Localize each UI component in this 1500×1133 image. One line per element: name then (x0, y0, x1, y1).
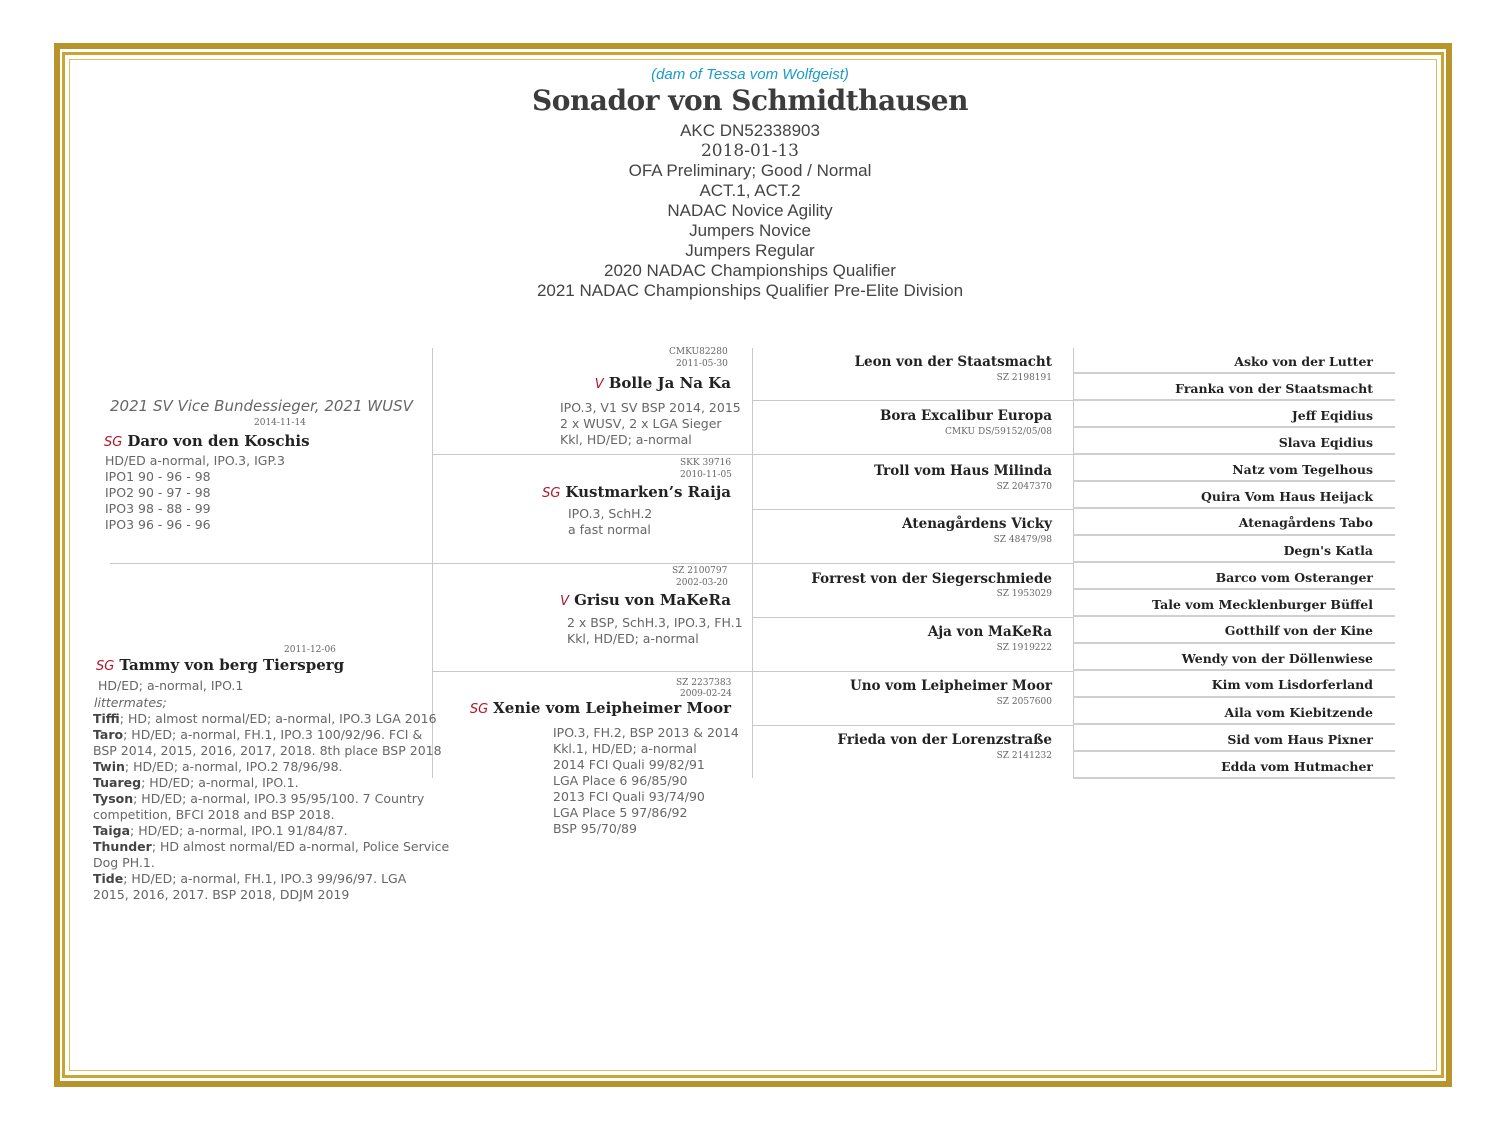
sire-note: 2021 SV Vice Bundessieger, 2021 WUSV (110, 397, 413, 415)
dog-name: Uno vom Leipheimer Moor (849, 678, 1052, 694)
grid-line (1073, 777, 1395, 779)
grid-line (1073, 507, 1395, 509)
header-subtitle: (dam of Tessa vom Wolfgeist) (651, 66, 849, 83)
grid-line (1073, 453, 1395, 455)
dog-name: Aila vom Kiebitzende (1224, 705, 1373, 720)
reg-number: SZ 2100797 (672, 566, 728, 576)
dog-name: Forrest von der Siegerschmiede (811, 571, 1052, 587)
title-line: OFA Preliminary; Good / Normal (628, 161, 872, 180)
dog-name-line (440, 483, 731, 502)
dog-name-line (440, 699, 731, 718)
title-tag: SG (96, 659, 115, 674)
sire-name: Daro von den Koschis (127, 432, 310, 450)
grid-line (752, 725, 1074, 726)
grid-line (1073, 588, 1395, 590)
grid-line (1073, 480, 1395, 482)
title-line: Jumpers Regular (685, 241, 815, 260)
grid-line (1073, 561, 1395, 563)
dog-name-line (440, 591, 731, 610)
registration: AKC DN52338903 (680, 121, 820, 140)
dog-name: Wendy von der Döllenwiese (1181, 651, 1373, 666)
reg-number: SZ 2057600 (996, 697, 1052, 707)
sire-info: HD/ED a-normal, IPO.3, IGP.3 IPO1 90 - 96 - 98 IPO2 90 - 97 - 98 IPO3 98 - 88 - 99 IPO3 96 - 96 - 96 (105, 453, 285, 532)
dog-name: Jeff Eqidius (1291, 408, 1373, 423)
dog-name: Kim vom Lisdorferland (1211, 677, 1373, 692)
dam-name: Tammy von berg Tiersperg (119, 656, 345, 674)
grid-line (1073, 372, 1395, 374)
title-line: 2020 NADAC Championships Qualifier (604, 261, 896, 280)
dog-name: Xenie vom Leipheimer Moor (493, 699, 731, 717)
reg-number: SZ 2141232 (996, 751, 1052, 761)
dog-name: Franka von der Staatsmacht (1175, 381, 1373, 396)
birth-date: 2009-02-24 (680, 689, 732, 699)
reg-number: SZ 1953029 (996, 589, 1052, 599)
dog-info: IPO.3, V1 SV BSP 2014, 2015 2 x WUSV, 2 x LGA Sieger Kkl, HD/ED; a-normal (560, 400, 741, 447)
grid-line (752, 454, 1074, 455)
birthdate: 2018-01-13 (700, 141, 799, 161)
dog-name: Sonador von Schmidthausen (532, 84, 968, 117)
dog-name: Aja von MaKeRa (927, 624, 1052, 640)
dog-name: Bora Excalibur Europa (879, 408, 1052, 424)
grid-line (1073, 723, 1395, 725)
grid-line (110, 563, 753, 564)
grid-line (1073, 750, 1395, 752)
dog-name: Tale vom Mecklenburger Büffel (1152, 597, 1373, 612)
dog-name: Troll vom Haus Milinda (874, 463, 1052, 479)
grid-line (1073, 696, 1395, 698)
birth-date: 2002-03-20 (676, 578, 728, 588)
grid-line (1073, 642, 1395, 644)
grid-line (752, 671, 1074, 672)
birth-date: 2010-11-05 (680, 470, 732, 480)
dog-name: Bolle Ja Na Ka (608, 374, 731, 392)
dog-name: Leon von der Staatsmacht (854, 354, 1052, 370)
dog-name: Natz vom Tegelhous (1232, 462, 1373, 477)
reg-number: SZ 2198191 (996, 373, 1052, 383)
grid-line (1073, 669, 1395, 671)
grid-line (752, 563, 1074, 564)
reg-number: SZ 1919222 (996, 643, 1052, 653)
dog-name: Slava Eqidius (1278, 435, 1373, 450)
reg-number: CMKU DS/59152/05/08 (945, 427, 1052, 437)
dog-name: Kustmarken’s Raija (565, 483, 731, 501)
dog-info: IPO.3, FH.2, BSP 2013 & 2014 Kkl.1, HD/ED; a-normal 2014 FCI Quali 99/82/91 LGA Place 6 96/85/90 2013 FCI Quali 93/74/90 LGA Place 5 97/86/92 BSP 95/70/89 (553, 725, 739, 836)
dog-name: Degn's Katla (1283, 543, 1373, 558)
title-line: Jumpers Novice (689, 221, 811, 240)
dam-info: HD/ED; a-normal, IPO.1 (98, 678, 244, 693)
littermates-list: Tiffi; HD; almost normal/ED; a-normal, IPO.3 LGA 2016 Taro; HD/ED; a-normal, FH.1, IPO.3 100/92/96. FCI & BSP 2014, 2015, 2016, 2017, 2018. 8th place BSP 2018 Twin; HD/ED; a-normal, IPO.2 78/96/98. Tuareg; HD/ED; a-normal, IPO.1. Tyson; HD/ED; a-normal, IPO.3 95/95/100. 7 Country competition, BFCI 2018 and BSP 2018. Taiga; HD/ED; a-normal, IPO.1 91/84/87. Thunder; HD almost normal/ED a-normal, Police Service Dog PH.1. Tide; HD/ED; a-normal, FH.1, IPO.3 99/96/97. LGA 2015, 2016, 2017. BSP 2018, DDJM 2019 (93, 711, 450, 902)
grid-line (752, 400, 1074, 401)
title-line: ACT.1, ACT.2 (699, 181, 801, 200)
title-tag: SG (542, 486, 561, 501)
dog-name: Quira Vom Haus Heijack (1200, 489, 1373, 504)
title-tag: V (594, 377, 604, 392)
title-tag: V (560, 594, 570, 609)
dog-name: Gotthilf von der Kine (1224, 623, 1373, 638)
grid-line (752, 617, 1074, 618)
reg-number: SZ 48479/98 (993, 535, 1052, 545)
dog-name: Barco vom Osteranger (1215, 570, 1373, 585)
dog-name: Asko von der Lutter (1234, 354, 1373, 369)
reg-number: CMKU82280 (669, 347, 728, 357)
grid-line (752, 509, 1074, 510)
dam-date: 2011-12-06 (284, 645, 336, 655)
dog-name: Atenagårdens Vicky (902, 516, 1052, 532)
grid-line (432, 454, 753, 455)
title-line: 2021 NADAC Championships Qualifier Pre-Elite Division (536, 281, 964, 300)
dam-name-line (96, 656, 344, 675)
grid-line (1073, 426, 1395, 428)
dog-name: Frieda von der Lorenzstraße (837, 732, 1052, 748)
sire-date: 2014-11-14 (254, 418, 306, 428)
title-tag: SG (104, 435, 123, 450)
dog-info: 2 x BSP, SchH.3, IPO.3, FH.1 Kkl, HD/ED; a-normal (567, 615, 743, 646)
dog-name: Edda vom Hutmacher (1221, 759, 1373, 774)
grid-line (1073, 615, 1395, 617)
grid-line (432, 671, 753, 672)
littermates-label: littermates; (94, 695, 167, 710)
reg-number: SZ 2047370 (996, 482, 1052, 492)
reg-number: SZ 2237383 (676, 678, 732, 688)
dog-name: Sid vom Haus Pixner (1227, 732, 1373, 747)
grid-line (1073, 399, 1395, 401)
dog-name: Grisu von MaKeRa (574, 591, 731, 609)
dog-info: IPO.3, SchH.2 a fast normal (568, 506, 653, 537)
sire-name-line (104, 432, 310, 451)
dog-name: Atenagårdens Tabo (1238, 515, 1373, 530)
title-line: NADAC Novice Agility (667, 201, 833, 220)
grid-line (1073, 534, 1395, 536)
dog-name-line (440, 374, 731, 393)
birth-date: 2011-05-30 (676, 359, 728, 369)
title-tag: SG (469, 702, 489, 717)
reg-number: SKK 39716 (680, 458, 732, 468)
